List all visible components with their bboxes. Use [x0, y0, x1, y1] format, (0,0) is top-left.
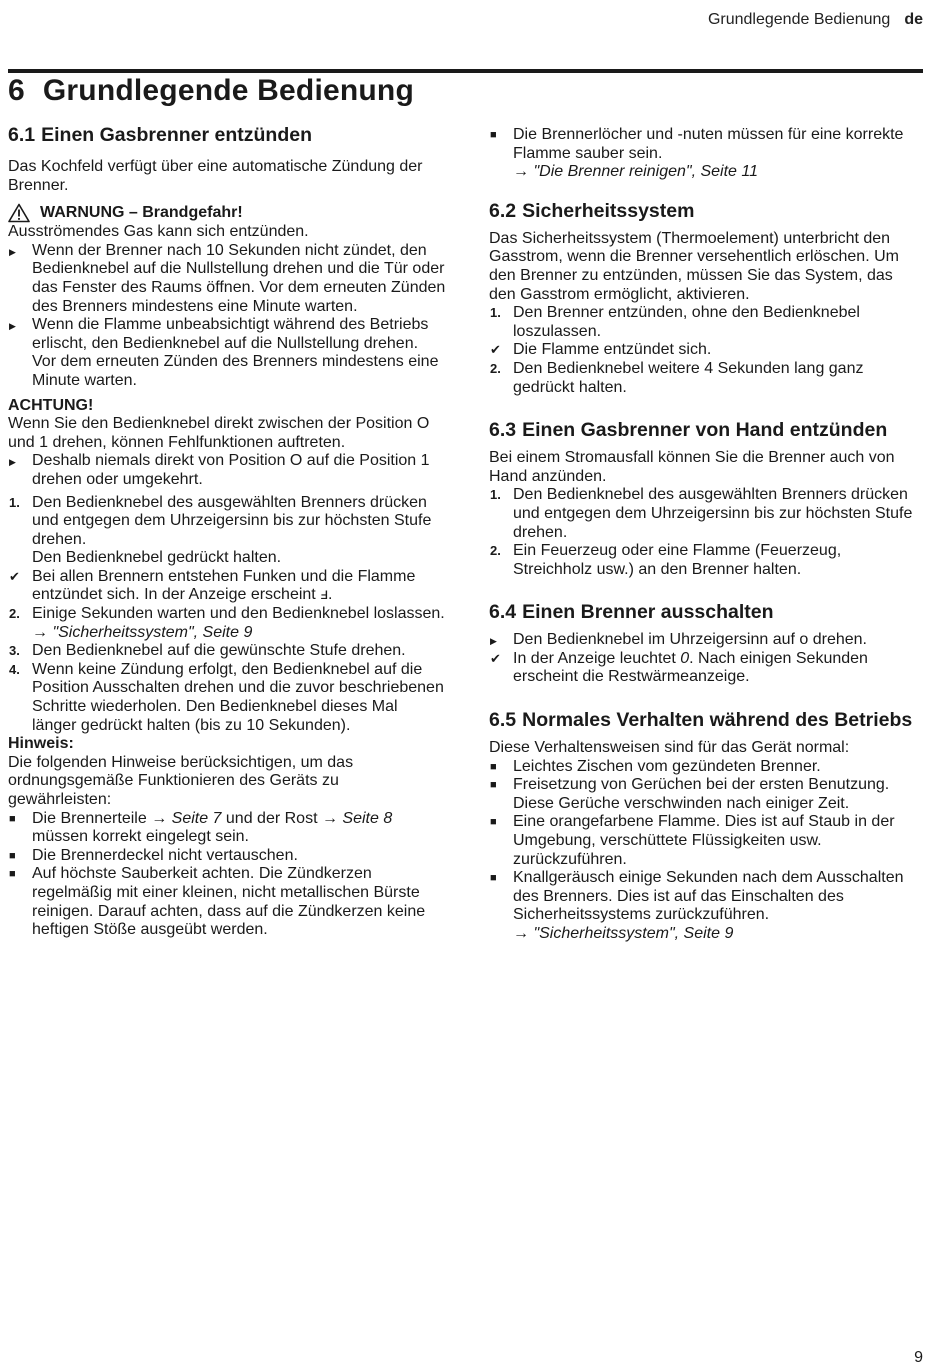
step-number: 4. [9, 661, 20, 677]
step-3 [8, 642, 446, 661]
section-6-5-intro: Diese Verhaltensweisen sind für das Gerät normal: [489, 739, 850, 757]
step-number: 3. [9, 643, 20, 659]
section-6-5-heading [489, 709, 923, 731]
left-column [8, 124, 446, 940]
section-title: Normales Verhalten während des Betriebs [522, 709, 913, 732]
step-number: 2. [490, 360, 501, 376]
square-bullet-icon: ■ [490, 760, 497, 773]
step-text: Wenn keine Zündung erfolgt, den Bedienknebel auf die Position Ausschalten drehen und die zuvor beschriebenen Schritte wiederholen. Den Bedienknebel dieses Mal länger gedrückt halten (bis zu 10 Sekunden). [32, 660, 444, 734]
step-subtext: Den Bedienknebel gedrückt halten. [32, 549, 282, 567]
step-number: 1. [9, 494, 20, 510]
arrow-icon: → [151, 809, 168, 827]
step-number: 1. [490, 305, 501, 321]
warning-bullet-text: Wenn der Brenner nach 10 Sekunden nicht zündet, den Bedienknebel auf die Nullstellung drehen und die Tür oder das Fenster des Raums öffnen. Vor dem erneuten Zünden des Brenners mindestens eine Minute warten. [32, 241, 446, 315]
result-text: In der Anzeige leuchtet [513, 649, 676, 667]
result [489, 650, 923, 687]
triangle-bullet-icon: ▶ [490, 636, 497, 647]
step-2 [8, 605, 446, 642]
note-bullet-text: Die Brennerlöcher und -nuten müssen für eine korrekte Flamme sauber sein. [513, 126, 904, 162]
triangle-bullet-icon: ▶ [9, 246, 16, 257]
arrow-icon: → [321, 809, 338, 827]
square-bullet-icon: ■ [490, 779, 497, 792]
step-2 [489, 360, 923, 397]
page-number: 9 [914, 1349, 923, 1366]
result-1: ✔ Bei allen Brennern entstehen Funken und die Flamme entzündet sich. In der Anzeige erscheint ⅎ. [9, 567, 416, 604]
step-1 [8, 494, 446, 568]
behavior-bullet [489, 776, 923, 813]
note-bullet-text: Auf höchste Sauberkeit achten. Die Zündkerzen regelmäßig mit einer kleinen, nicht metallischen Bürste reinigen. Darauf achten, dass auf die Zündkerzen keine heftigen Stöße ausgeübt werden. [32, 865, 426, 939]
section-title: Einen Gasbrenner von Hand entzünden [522, 419, 888, 442]
caution-text: Wenn Sie den Bedienknebel direkt zwischen der Position O und 1 drehen, können Fehlfunktionen auftreten. [8, 415, 430, 451]
check-icon: ✔ [9, 568, 20, 584]
note-bullet [8, 847, 446, 866]
bullet-text: Knallgeräusch einige Sekunden nach dem Ausschalten des Brenners. Dies ist auf das Einschalten des Sicherheitssystems zurückzuführen. [513, 869, 904, 924]
instruction-bullet [489, 631, 923, 650]
section-6-2-intro: Das Sicherheitssystem (Thermoelement) unterbricht den Gasstrom, wenn die Brenner versehentlich erlöschen. Um den Brenner zu entzünden, müssen Sie das System, das den Gasstrom ermöglicht, aktivieren. [489, 229, 899, 303]
warning-heading [8, 203, 446, 223]
section-6-1-heading [8, 124, 446, 146]
arrow-icon: → [513, 925, 529, 942]
step-text: Den Bedienknebel weitere 4 Sekunden lang ganz gedrückt halten. [513, 359, 864, 396]
step-text: Den Bedienknebel auf die gewünschte Stufe drehen. [32, 642, 406, 660]
step-text: Den Brenner entzünden, ohne den Bedienknebel loszulassen. [513, 304, 860, 340]
caution-title: ACHTUNG! [8, 396, 94, 414]
warning-bullet-text: Wenn die Flamme unbeabsichtigt während des Betriebs erlischt, den Bedienknebel auf die Nullstellung drehen. Vor dem erneuten Zünden des Brenners mindestens eine Minute warten. [32, 316, 439, 389]
behavior-bullet [489, 758, 923, 777]
warning-bullet [8, 316, 446, 390]
right-column [489, 126, 923, 944]
step-number: 1. [490, 487, 501, 503]
note-bullet [8, 865, 446, 939]
square-bullet-icon: ■ [9, 812, 16, 825]
step-number: 2. [9, 606, 20, 622]
step-2 [489, 542, 923, 579]
note-bullet [489, 126, 923, 182]
warning-title: WARNUNG – Brandgefahr! [40, 203, 243, 221]
result-text: . Nach einigen Sekunden erscheint die Restwärmeanzeige. [513, 649, 868, 686]
triangle-bullet-icon: ▶ [9, 457, 16, 468]
triangle-bullet-icon: ▶ [9, 321, 16, 332]
section-number: 6.4 [489, 601, 517, 624]
behavior-bullet [489, 869, 923, 943]
step-text: Einige Sekunden warten und den Bedienknebel loslassen. [32, 605, 445, 623]
arrow-icon: → [513, 163, 529, 181]
section-6-4-heading [489, 601, 923, 623]
behavior-bullet [489, 813, 923, 869]
square-bullet-icon: ■ [490, 816, 497, 829]
bullet-text: Leichtes Zischen vom gezündeten Brenner. [513, 757, 821, 775]
cross-reference-link[interactable]: "Die Brenner reinigen", Seite 11 [533, 163, 758, 181]
bullet-text: Freisetzung von Gerüchen bei der ersten Benutzung. Diese Gerüche verschwinden nach einiger Zeit. [513, 776, 890, 812]
section-6-3-intro: Bei einem Stromausfall können Sie die Brenner auch von Hand anzünden. [489, 449, 895, 485]
note-text: Die folgenden Hinweise berücksichtigen, um das ordnungsgemäße Funktionieren des Geräts zu gewährleisten: [8, 753, 354, 808]
section-number: 6.5 [489, 709, 517, 732]
note-bullet [8, 810, 446, 847]
note-bullet-text: Die Brennerdeckel nicht vertauschen. [32, 846, 298, 864]
result-text: Bei allen Brennern entstehen Funken und die Flamme entzündet sich. In der Anzeige erscheint [32, 567, 416, 604]
step-text: Den Bedienknebel des ausgewählten Brenners drücken und entgegen dem Uhrzeigersinn bis zur höchsten Stufe drehen. [513, 486, 913, 541]
cross-reference-link[interactable]: Seite 7 [171, 809, 222, 827]
step-4 [8, 661, 446, 735]
running-header [708, 11, 923, 29]
check-icon: ✔ [490, 650, 501, 666]
section-number: 6.2 [489, 199, 517, 222]
square-bullet-icon: ■ [9, 849, 16, 862]
cross-reference-link[interactable]: "Sicherheitssystem", Seite 9 [533, 925, 734, 942]
step-text: Den Bedienknebel des ausgewählten Brenners drücken und entgegen dem Uhrzeigersinn bis zur höchsten Stufe drehen. [32, 493, 432, 548]
section-title: Einen Brenner ausschalten [522, 601, 774, 624]
section-6-1-intro: Das Kochfeld verfügt über eine automatische Zündung der Brenner. [8, 158, 423, 194]
warning-bullet [8, 242, 446, 316]
caution-bullet [8, 452, 446, 489]
caution-bullet-text: Deshalb niemals direkt von Position O auf die Position 1 drehen oder umgekehrt. [32, 452, 430, 488]
cross-reference-link[interactable]: Seite 8 [342, 809, 393, 827]
section-number: 6.3 [489, 419, 517, 442]
instruction-text: Den Bedienknebel im Uhrzeigersinn auf o drehen. [513, 631, 867, 649]
cross-reference-link[interactable]: "Sicherheitssystem", Seite 9 [52, 623, 253, 641]
display-zero-symbol: 0 [680, 649, 690, 667]
note-title: Hinweis: [8, 735, 74, 753]
section-6-3-heading [489, 419, 923, 441]
section-number: 6.1 [8, 124, 36, 146]
note-text-part: Die Brennerteile [32, 809, 147, 827]
chapter-title [8, 74, 414, 108]
language-code: de [904, 11, 923, 28]
section-title: Sicherheitssystem [522, 199, 695, 222]
warning-triangle-icon [8, 203, 30, 223]
square-bullet-icon: ■ [490, 129, 497, 141]
result-1 [489, 341, 923, 360]
section-title: Einen Gasbrenner entzünden [41, 124, 312, 146]
square-bullet-icon: ■ [490, 872, 497, 885]
step-number: 2. [490, 543, 501, 559]
header-rule [8, 69, 923, 73]
square-bullet-icon: ■ [9, 868, 16, 881]
step-1 [489, 486, 923, 542]
header-section-title: Grundlegende Bedienung [707, 11, 891, 28]
arrow-icon: → [32, 623, 48, 641]
step-1 [489, 304, 923, 341]
step-text: Ein Feuerzeug oder eine Flamme (Feuerzeug, Streichholz usw.) an den Brenner halten. [513, 542, 842, 578]
result-text: Die Flamme entzündet sich. [513, 341, 712, 359]
bullet-text: Eine orangefarbene Flamme. Dies ist auf Staub in der Umgebung, verschüttete Flüssigkeiten usw. zurückzuführen. [513, 813, 895, 868]
ignition-display-symbol: ⅎ [320, 586, 329, 604]
note-text-part: und der Rost [225, 809, 318, 827]
note-text-part: müssen korrekt eingelegt sein. [32, 828, 249, 846]
chapter-number: 6 [8, 74, 25, 107]
section-6-2-heading [489, 200, 923, 222]
chapter-title-text: Grundlegende Bedienung [42, 74, 414, 107]
warning-text: Ausströmendes Gas kann sich entzünden. [8, 223, 309, 241]
check-icon: ✔ [490, 342, 501, 358]
